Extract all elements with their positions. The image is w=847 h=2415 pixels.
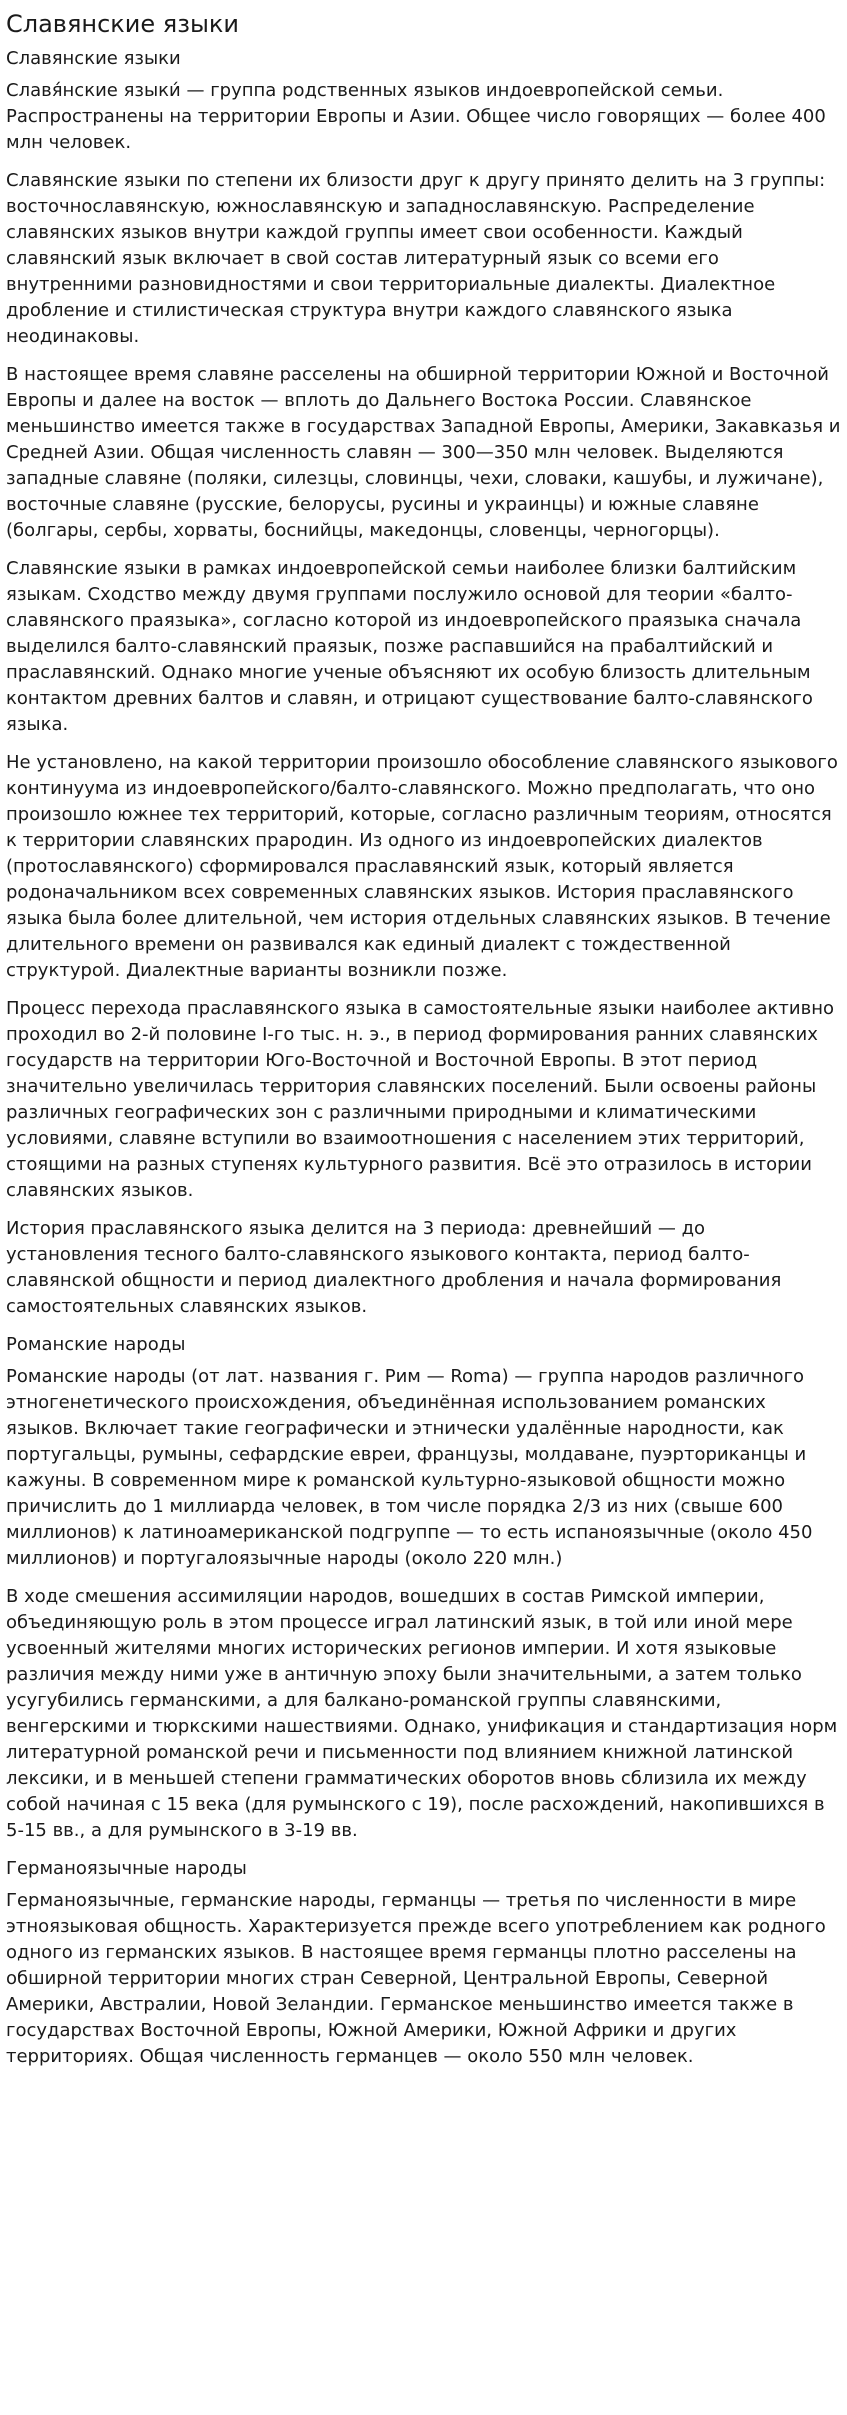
- paragraph: В настоящее время славяне расселены на обширной территории Южной и Восточной Европы и далее на восток — вплоть до Дальнего Востока России. Славянское меньшинство имеется также в государствах Западной Европы, Америки, Закавказья и Средней Азии. Общая численность славян — 300—350 млн человек. Выделяются западные славяне (поляки, силезцы, словинцы, чехи, словаки, кашубы, и лужичане), восточные славяне (русские, белорусы, русины и украинцы) и южные славяне (болгары, сербы, хорваты, боснийцы, македонцы, словенцы, черногорцы).: [6, 364, 841, 541]
- section-germanic-peoples: [6, 1856, 841, 2070]
- paragraph: Не установлено, на какой территории произошло обособление славянского языкового континуума из индоевропейского/балто-славянского. Можно предполагать, что оно произошло южнее тех территорий, которые, согласно различным теориям, относятся к территории славянских прародин. Из одного из индоевропейских диалектов (протославянского) сформировался праславянский язык, который является родоначальником всех современных славянских языков. История праславянского языка была более длительной, чем история отдельных славянских языков. В течение длительного времени он развивался как единый диалект с тождественной структурой. Диалектные варианты возникли позже.: [6, 752, 838, 981]
- paragraph: Славянские языки в рамках индоевропейской семьи наиболее близки балтийским языкам. Сходство между двумя группами послужило основой для теории «балто-славянского праязыка», согласно которой из индоевропейского праязыка сначала выделился балто-славянский праязык, позже распавшийся на прабалтийский и праславянский. Однако многие ученые объясняют их особую близость длительным контактом древних балтов и славян, и отрицают существование балто-славянского языка.: [6, 558, 813, 735]
- section-heading: Славянские языки: [6, 48, 181, 69]
- paragraph: Процесс перехода праславянского языка в самостоятельные языки наиболее активно проходил во 2-й половине I-го тыс. н. э., в период формирования ранних славянских государств на территории Юго-Восточной и Восточной Европы. В этот период значительно увеличилась территория славянских поселений. Были освоены районы различных географических зон с различными природными и климатическими условиями, славяне вступили во взаимоотношения с населением этих территорий, стоящими на разных ступенях культурного развития. Всё это отразилось в истории славянских языков.: [6, 998, 834, 1201]
- section-heading: Романские народы: [6, 1334, 186, 1355]
- paragraph: Славянские языки по степени их близости друг к другу принято делить на 3 группы: восточнославянскую, южнославянскую и западнославянскую. Распределение славянских языков внутри каждой группы имеет свои особенности. Каждый славянский язык включает в свой состав литературный язык со всеми его внутренними разновидностями и свои территориальные диалекты. Диалектное дробление и стилистическая структура внутри каждого славянского языка неодинаковы.: [6, 170, 826, 347]
- paragraph: История праславянского языка делится на 3 периода: древнейший — до установления тесного балто-славянского языкового контакта, период балто-славянской общности и период диалектного дробления и начала формирования самостоятельных славянских языков.: [6, 1218, 782, 1317]
- paragraph: Романские народы (от лат. названия г. Рим — Roma) — группа народов различного этногенетического происхождения, объединённая использованием романских языков. Включает такие географически и этнически удалённые народности, как португальцы, румыны, сефардские евреи, французы, молдаване, пуэрториканцы и кажуны. В современном мире к романской культурно-языковой общности можно причислить до 1 миллиарда человек, в том числе порядка 2/3 из них (свыше 600 миллионов) к латиноамериканской подгруппе — то есть испаноязычные (около 450 миллионов) и португалоязычные народы (около 220 млн.): [6, 1366, 813, 1569]
- section-heading: Германоязычные народы: [6, 1858, 247, 1879]
- section-slavic-languages: [6, 46, 841, 1320]
- paragraph: В ходе смешения ассимиляции народов, вошедших в состав Римской империи, объединяющую роль в этом процессе играл латинский язык, в той или иной мере усвоенный жителями многих исторических регионов империи. И хотя языковые различия между ними уже в античную эпоху были значительными, а затем только усугубились германскими, а для балкано-романской группы славянскими, венгерскими и тюркскими нашествиями. Однако, унификация и стандартизация норм литературной романской речи и письменности под влиянием книжной латинской лексики, и в меньшей степени грамматических оборотов вновь сблизила их между собой начиная с 15 века (для румынского с 19), после расхождений, накопившихся в 5-15 вв., а для румынского в 3-19 вв.: [6, 1586, 838, 1841]
- paragraph: Славя́нские языки́ — группа родственных языков индоевропейской семьи. Распространены на территории Европы и Азии. Общее число говорящих — более 400 млн человек.: [6, 80, 826, 153]
- paragraph: Германоязычные, германские народы, германцы — третья по численности в мире этноязыковая общность. Характеризуется прежде всего употреблением как родного одного из германских языков. В настоящее время германцы плотно расселены на обширной территории многих стран Северной, Центральной Европы, Северной Америки, Австралии, Новой Зеландии. Германское меньшинство имеется также в государствах Восточной Европы, Южной Америки, Южной Африки и других территориях. Общая численность германцев — около 550 млн человек.: [6, 1890, 826, 2067]
- page-title: Славянские языки: [6, 10, 240, 38]
- section-romance-peoples: [6, 1332, 841, 1844]
